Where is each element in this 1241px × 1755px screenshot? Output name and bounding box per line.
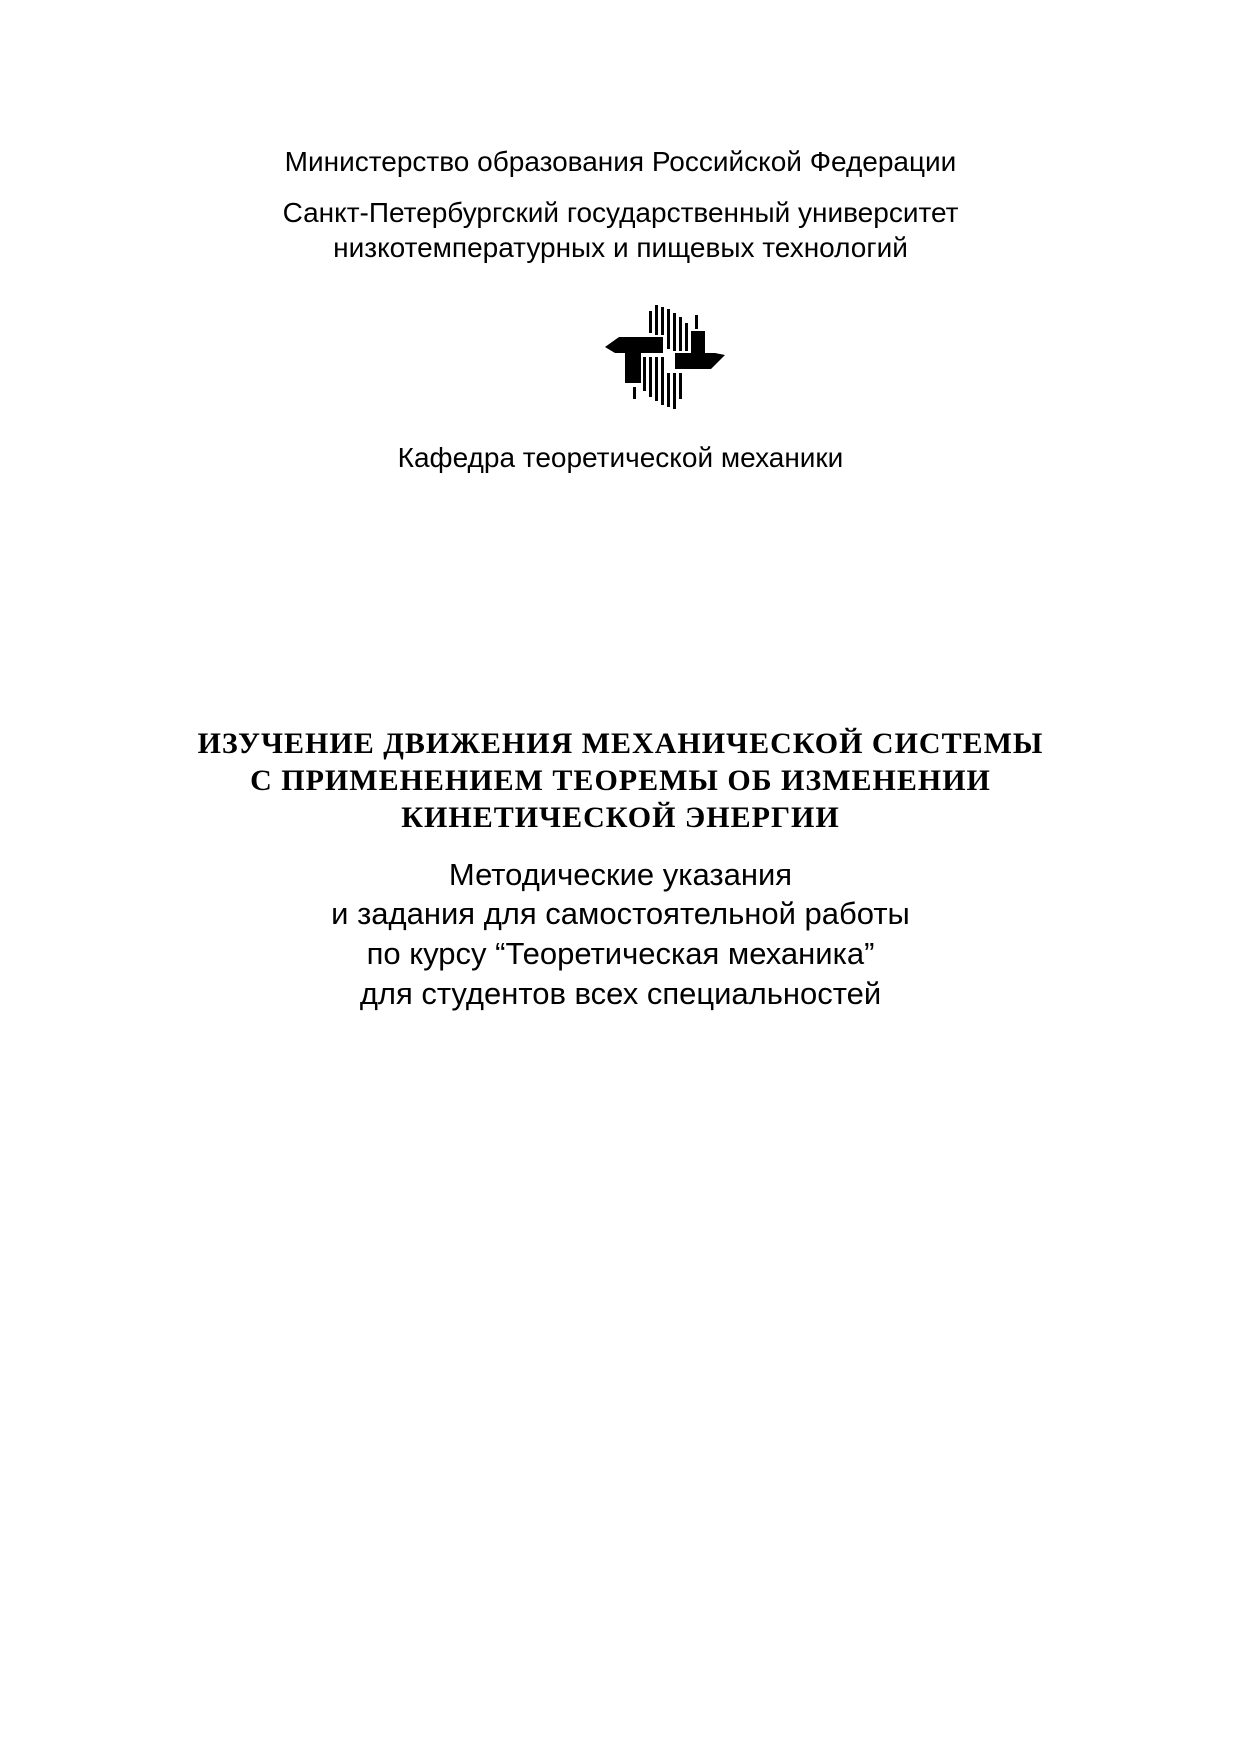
document-title-line-3: КИНЕТИЧЕСКОЙ ЭНЕРГИИ xyxy=(401,801,840,834)
university-name-line-2: низкотемпературных и пищевых технологий xyxy=(333,232,908,263)
document-subtitle-line-2: и задания для самостоятельной работы xyxy=(331,896,910,931)
ministry-name: Министерство образования Российской Федерации xyxy=(284,146,957,177)
department-name: Кафедра теоретической механики xyxy=(397,442,844,473)
document-subtitle-line-4: для студентов всех специальностей xyxy=(359,976,882,1011)
document-title-line-1: ИЗУЧЕНИЕ ДВИЖЕНИЯ МЕХАНИЧЕСКОЙ СИСТЕМЫ xyxy=(197,727,1044,760)
document-subtitle-line-1: Методические указания xyxy=(448,857,793,892)
university-name-line-1: Санкт-Петербургский государственный университет xyxy=(282,197,959,228)
document-title-line-2: С ПРИМЕНЕНИЕМ ТЕОРЕМЫ ОБ ИЗМЕНЕНИИ xyxy=(250,764,991,797)
university-emblem-icon xyxy=(605,305,725,410)
document-subtitle-line-3: по курсу “Теоретическая механика” xyxy=(366,936,875,971)
